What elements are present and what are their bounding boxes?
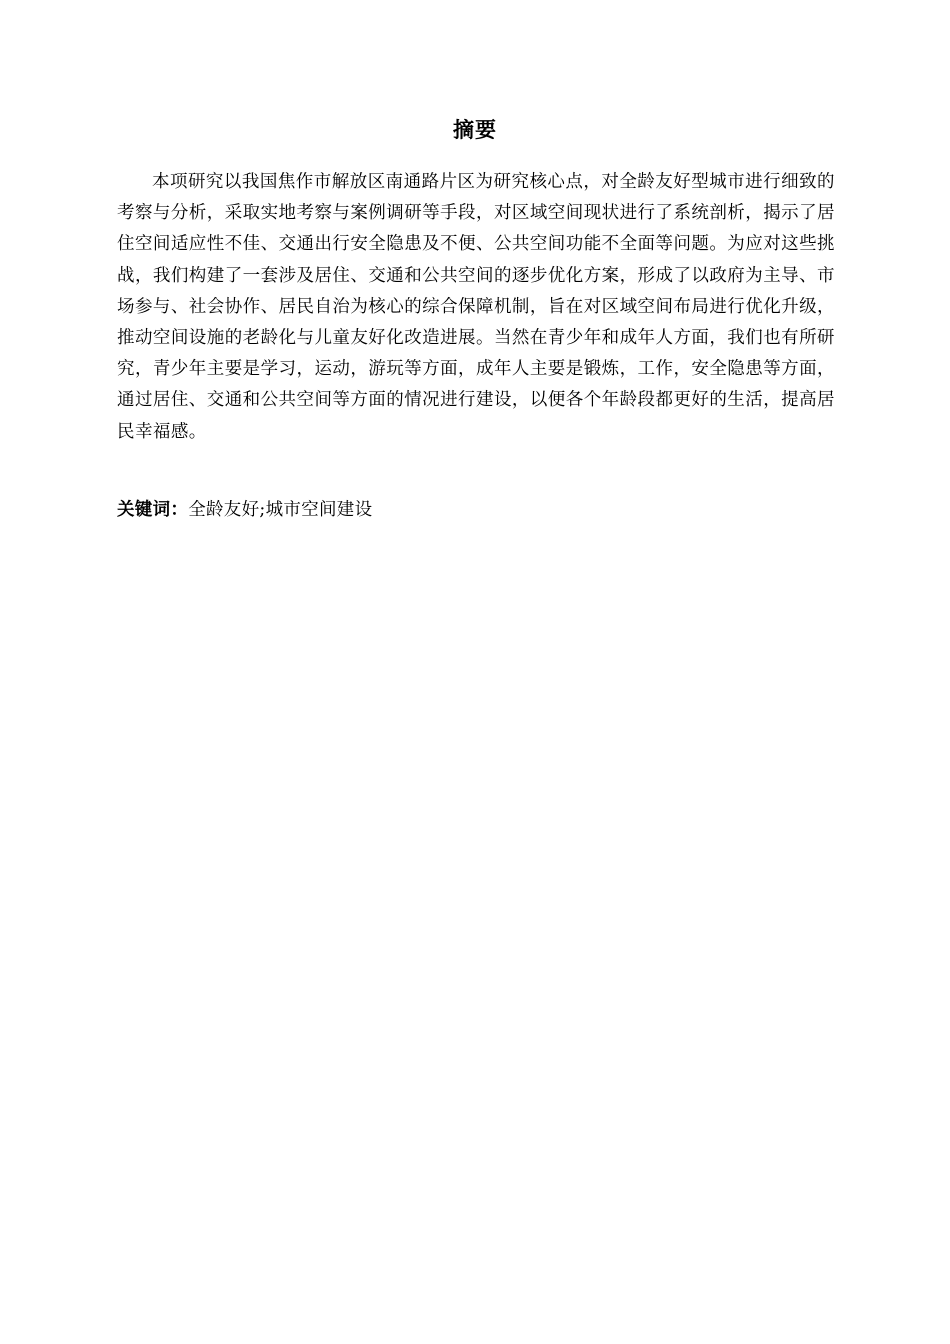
keywords-label: 关键词： [117,500,189,520]
abstract-paragraph: 本项研究以我国焦作市解放区南通路片区为研究核心点，对全龄友好型城市进行细致的考察与分析，采取实地考察与案例调研等手段，对区域空间现状进行了系统剖析，揭示了居住空间适应性不佳、交通出行安全隐患及不便、公共空间功能不全面等问题。为应对这些挑战，我们构建了一套涉及居住、交通和公共空间的逐步优化方案，形成了以政府为主导、市场参与、社会协作、居民自治为核心的综合保障机制，旨在对区域空间布局进行优化升级，推动空间设施的老龄化与儿童友好化改造进展。当然在青少年和成年人方面，我们也有所研究，青少年主要是学习，运动，游玩等方面，成年人主要是锻炼，工作，安全隐患等方面，通过居住、交通和公共空间等方面的情况进行建设，以便各个年龄段都更好的生活，提高居民幸福感。 [117,172,835,442]
keywords-text: 全龄友好;城市空间建设 [188,500,373,520]
abstract-heading: 摘要 [453,118,497,142]
keywords-line [117,495,835,525]
